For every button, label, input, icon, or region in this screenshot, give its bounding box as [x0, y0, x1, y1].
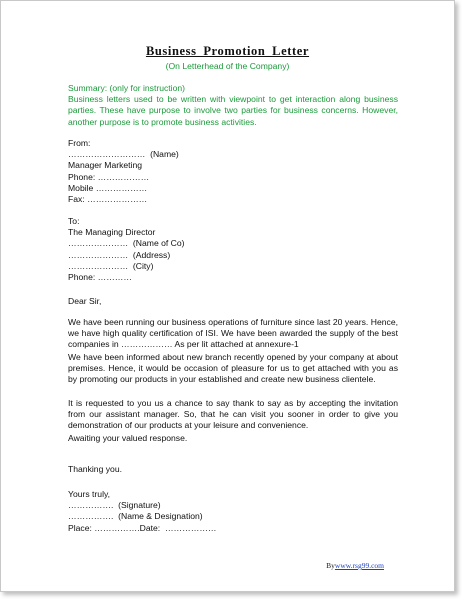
to-company: ………………… (Name of Co) — [68, 238, 185, 249]
from-phone: Phone: ……………… — [68, 171, 150, 182]
name-designation-line: ……………. (Name & Designation) — [68, 511, 203, 522]
to-city: ………………… (City) — [68, 260, 154, 271]
from-position: Manager Marketing — [68, 160, 143, 171]
to-address: ………………… (Address) — [68, 249, 171, 260]
footer-credit — [326, 561, 384, 570]
to-recipient: The Managing Director — [68, 227, 156, 238]
letter-title: Business Promotion Letter — [145, 44, 310, 58]
closing-section — [68, 489, 398, 534]
from-section — [68, 138, 398, 205]
salutation: Dear Sir, — [68, 296, 102, 306]
closing-thanks: Thanking you. — [68, 464, 122, 474]
summary-heading: Summary: (only for instruction) — [68, 83, 186, 93]
footer-link[interactable]: www.rsg99.com — [334, 561, 384, 570]
to-label: To: — [68, 216, 80, 226]
signature-line: ……………. (Signature) — [68, 500, 161, 511]
sign-off: Yours truly, — [68, 489, 111, 499]
body-paragraph-2: We have been informed about new branch recently opened by your company at about premises. Hence, it would be occasion of pleasure for us to get attached with you as by promoting our products in your established and create new business clientele. — [68, 352, 398, 385]
from-label: From: — [68, 138, 91, 148]
letter-subtitle: (On Letterhead of the Company) — [165, 61, 290, 71]
place-date-line: Place: …………….Date: ……………… — [68, 522, 217, 533]
body-paragraph-3: It is requested to you us a chance to say thank to say as by accepting the invitation from our assistant manager. So, that he can visit you sooner in order to give you demonstration of our products at your leisure and convenience. — [68, 398, 398, 431]
from-mobile: Mobile ……………… — [68, 182, 148, 193]
from-name: ……………………… (Name) — [68, 149, 179, 160]
body-paragraph-1: We have been running our business operations of furniture since last 20 years. Hence, we have high quality certification of ISI. We have been awarded the supply of the best companies in ……………… As per lit attached at annexure-1 — [68, 317, 398, 350]
to-section — [68, 216, 398, 283]
summary-section — [68, 83, 398, 128]
to-phone: Phone: ………… — [68, 272, 132, 283]
from-fax: Fax: ………………… — [68, 194, 148, 205]
footer-by: By — [326, 561, 335, 570]
summary-text: Business letters used to be written with viewpoint to get interaction along business parties. These have purpose to involve two parties for business concerns. However, another purpose is to promote business activities. — [68, 94, 398, 127]
body-paragraph-4: Awaiting your valued response. — [68, 433, 188, 443]
